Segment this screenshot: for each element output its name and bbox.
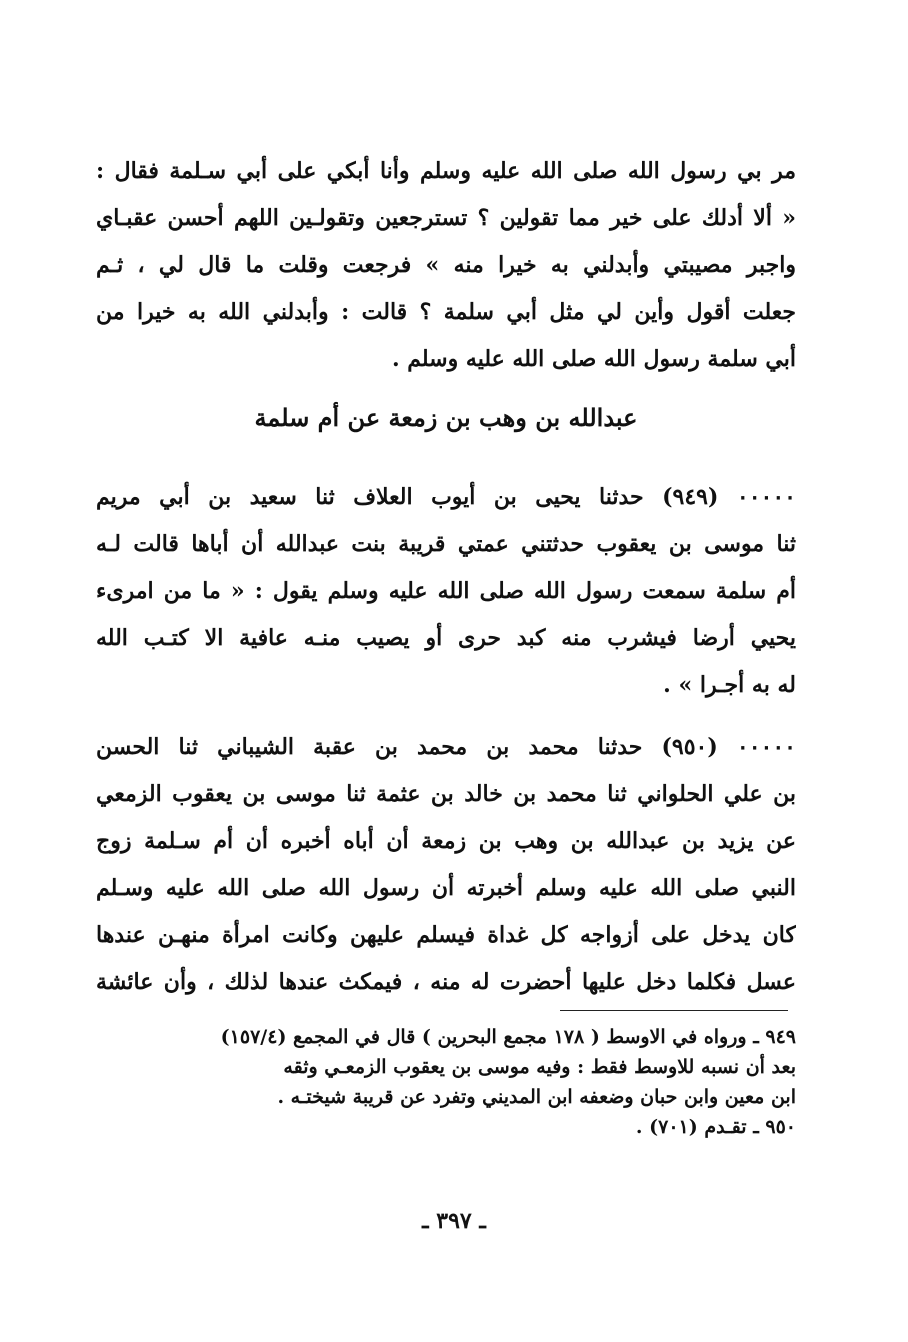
text-line: ٠٠٠٠٠ (٩٥٠) حدثنا محمد بن محمد بن عقبة الشيباني ثنا الحسن bbox=[96, 734, 796, 760]
hadith-949 bbox=[96, 474, 796, 709]
text-line: عن يزيد بن عبدالله بن وهب بن زمعة أن أباه أخبره أن أم سـلمة زوج bbox=[96, 828, 796, 854]
page-number: ـ ٣٩٧ ـ bbox=[422, 1208, 486, 1234]
text-line: أم سلمة سمعت رسول الله صلى الله عليه وسلم يقول : « ما من امرىء bbox=[96, 578, 796, 604]
text-line: ٠٠٠٠٠ (٩٤٩) حدثنا يحيى بن أيوب العلاف ثنا سعيد بن أبي مريم bbox=[96, 484, 796, 510]
text-line: جعلت أقول وأين لي مثل أبي سلمة ؟ قالت : وأبدلني الله به خيرا من bbox=[96, 299, 796, 325]
text-line: عسل فكلما دخل عليها أحضرت له منه ، فيمكث عندها لذلك ، وأن عائشة bbox=[96, 969, 796, 995]
text-line: بن علي الحلواني ثنا محمد بن خالد بن عثمة ثنا موسى بن يعقوب الزمعي bbox=[96, 781, 796, 807]
paragraph-top bbox=[96, 148, 796, 383]
footnote-line: ٩٥٠ ـ تقـدم (٧٠١) . bbox=[635, 1116, 796, 1138]
footnote-line: ابن معين وابن حبان وضعفه ابن المديني وتفرد عن قريبة شيختـه . bbox=[277, 1086, 796, 1108]
footnote-line: بعد أن نسبه للاوسط فقط : وفيه موسى بن يعقوب الزمعـي وثقه bbox=[283, 1056, 796, 1078]
text-line: النبي صلى الله عليه وسلم أخبرته أن رسول الله صلى الله عليه وسـلم bbox=[96, 875, 796, 901]
footnotes bbox=[96, 1022, 796, 1142]
text-line: واجبر مصيبتي وأبدلني به خيرا منه » فرجعت وقلت ما قال لي ، ثـم bbox=[96, 252, 796, 278]
text-line: أبي سلمة رسول الله صلى الله عليه وسلم . bbox=[391, 346, 796, 372]
text-line: له به أجـرا » . bbox=[663, 672, 796, 698]
section-heading: عبدالله بن وهب بن زمعة عن أم سلمة bbox=[254, 403, 638, 432]
footnote-divider bbox=[560, 1010, 788, 1011]
text-line: كان يدخل على أزواجه كل غداة فيسلم عليهن وكانت امرأة منهـن عندها bbox=[96, 922, 796, 948]
text-line: « ألا أدلك على خير مما تقولين ؟ تسترجعين وتقولـين اللهم أحسن عقبـاي bbox=[96, 205, 796, 231]
text-line: يحيي أرضا فيشرب منه كبد حرى أو يصيب منـه عافية الا كتـب الله bbox=[96, 625, 796, 651]
footnote-line: ٩٤٩ ـ ورواه في الاوسط ( ١٧٨ مجمع البحرين ) قال في المجمع (١٥٧/٤) bbox=[220, 1026, 796, 1048]
hadith-950 bbox=[96, 724, 796, 1006]
text-line: ثنا موسى بن يعقوب حدثتني عمتي قريبة بنت عبدالله أن أباها قالت لـه bbox=[96, 531, 796, 557]
text-line: مر بي رسول الله صلى الله عليه وسلم وأنا أبكي على أبي سـلمة فقال : bbox=[96, 158, 796, 184]
